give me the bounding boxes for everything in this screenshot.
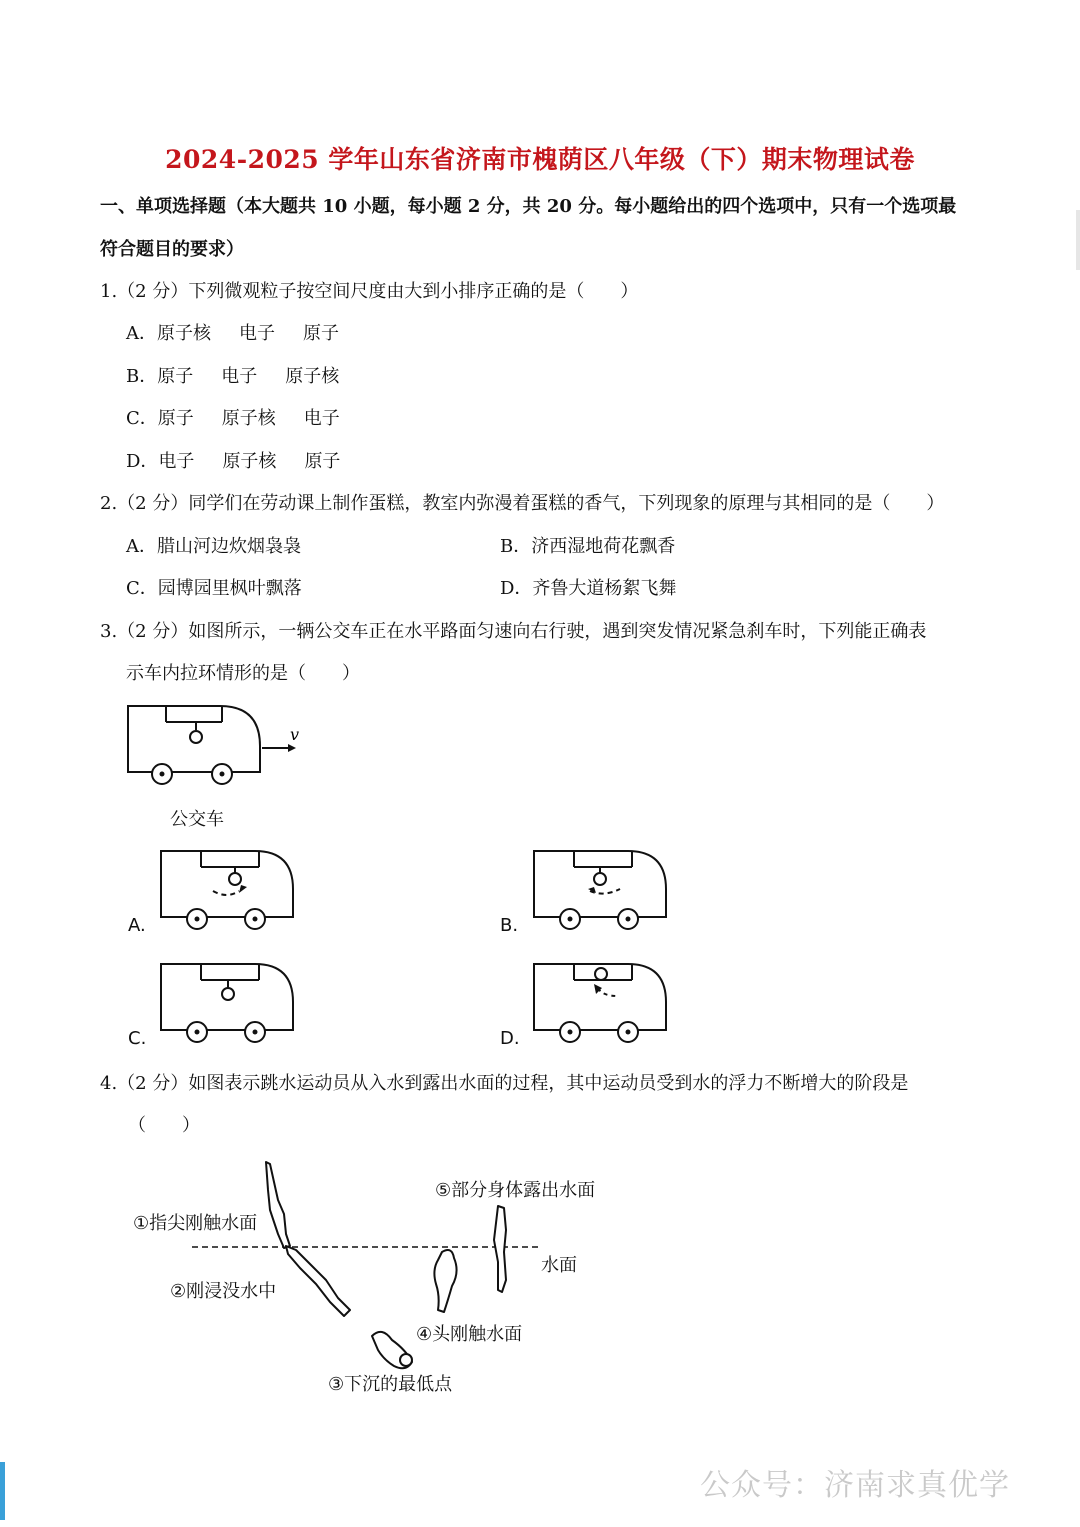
q1-stem: 1.（2 分）下列微观粒子按空间尺度由大到小排序正确的是（ ） — [100, 281, 639, 302]
q3-stem-line1: 3.（2 分）如图所示，一辆公交车正在水平路面匀速向右行驶，遇到突发情况紧急刹车时，下列能正确表 — [100, 621, 927, 642]
diver-stage-3-head — [400, 1354, 412, 1366]
q3-option-a-label: A. — [128, 915, 146, 936]
q4-stem-line2: （ ） — [128, 1115, 200, 1136]
diver-stage-4 — [434, 1250, 456, 1312]
section-heading-line2: 符合题目的要求） — [100, 239, 244, 260]
q3-option-d-figure — [528, 958, 678, 1048]
velocity-label: v — [290, 725, 300, 744]
q4-stem-line1: 4.（2 分）如图表示跳水运动员从入水到露出水面的过程，其中运动员受到水的浮力不断增大的阶段是 — [100, 1073, 909, 1094]
water-surface-label: 水面 — [541, 1255, 577, 1276]
stage-4-label: ④头刚触水面 — [416, 1324, 523, 1345]
q2-option-b: B．济西湿地荷花飘香 — [500, 536, 676, 557]
q3-stem-line2: 示车内拉环情形的是（ ） — [126, 663, 360, 684]
q3-option-b-label: B. — [500, 915, 519, 936]
q1-option-c: C．原子 原子核 电子 — [126, 408, 340, 429]
stage-3-label: ③下沉的最低点 — [328, 1374, 453, 1395]
stage-2-label: ②刚浸没水中 — [170, 1281, 277, 1302]
stage-1-label: ①指尖刚触水面 — [133, 1213, 258, 1234]
diver-stage-2 — [286, 1246, 350, 1316]
q2-option-c: C．园博园里枫叶飘落 — [126, 578, 302, 599]
diver-stage-1 — [266, 1162, 290, 1248]
q3-option-c-figure — [155, 958, 305, 1048]
q1-option-b: B．原子 电子 原子核 — [126, 366, 340, 387]
stage-5-label: ⑤部分身体露出水面 — [435, 1180, 596, 1201]
q1-option-a: A．原子核 电子 原子 — [126, 323, 339, 344]
left-edge-accent — [0, 1462, 5, 1520]
q1-option-d: D．电子 原子核 原子 — [126, 451, 341, 472]
q3-option-d-label: D. — [500, 1028, 520, 1049]
bus-figure — [120, 700, 320, 790]
watermark: 公众号：济南求真优学 — [700, 1468, 1010, 1503]
bus-caption: 公交车 — [170, 809, 224, 830]
q2-stem: 2.（2 分）同学们在劳动课上制作蛋糕，教室内弥漫着蛋糕的香气，下列现象的原理与其相同的是（ ） — [100, 493, 945, 514]
right-edge-shadow — [1076, 210, 1080, 270]
q3-option-a-figure — [155, 845, 305, 935]
q2-option-d: D．齐鲁大道杨絮飞舞 — [500, 578, 677, 599]
q3-option-b-figure — [528, 845, 678, 935]
q2-option-a: A．腊山河边炊烟袅袅 — [126, 536, 301, 557]
q3-option-c-label: C. — [128, 1028, 147, 1049]
diver-stage-5 — [494, 1206, 506, 1292]
page-title: 2024-2025 学年山东省济南市槐荫区八年级（下）期末物理试卷 — [165, 145, 915, 174]
section-heading-line1: 一、单项选择题（本大题共 10 小题，每小题 2 分，共 20 分。每小题给出的四个选项中，只有一个选项最 — [100, 196, 957, 217]
